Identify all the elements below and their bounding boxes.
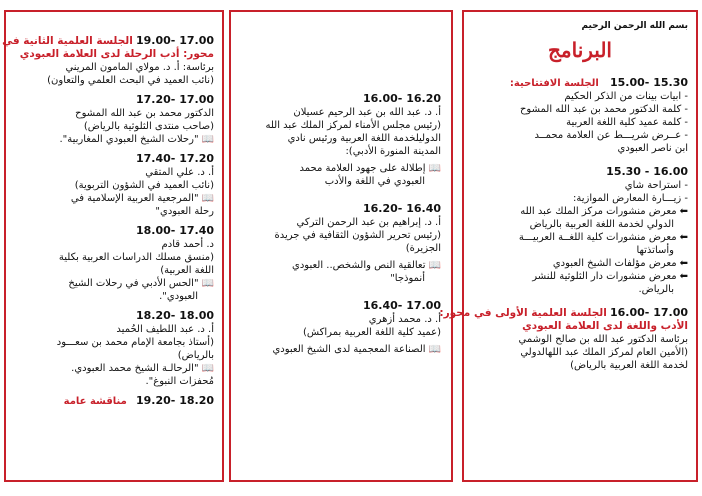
session-time: 17.00 -16.00 xyxy=(610,306,688,319)
list-item: (الأمين العام لمركز الملك عبد اللهالدولي xyxy=(520,347,688,358)
session-title: الجلسة الافتتاحية: xyxy=(509,78,599,89)
session-title-cont: محور: أدب الرحلة لدى العلامة العبودي xyxy=(19,48,214,60)
speaker-role: الدوليلخدمة اللغة العربية ورئيس نادي xyxy=(287,133,441,144)
speaker: أ. د. عبد اللطيف الحُميد xyxy=(116,324,214,335)
list-item: لخدمة اللغة العربية بالرياض) xyxy=(570,360,688,371)
list-item: - كلمة الدكتور محمد بن عبد الله المشوح xyxy=(519,104,688,115)
speaker-role: (رئيس مجلس الأمناء لمركز الملك عبد الله xyxy=(265,120,441,131)
speaker: أ. د. محمد أزهري xyxy=(368,314,441,325)
program-panel-left xyxy=(4,10,224,482)
paper-title-cont: العبودي". xyxy=(159,291,198,302)
talk-5 xyxy=(14,152,214,218)
speaker-role: اللغة العربية) xyxy=(160,265,214,276)
talk-4 xyxy=(14,93,214,146)
speaker: أ. د. عبد الله بن عبد الرحيم عسيلان xyxy=(293,107,441,118)
program-panel-middle xyxy=(229,10,453,482)
speaker-role: (منسق مسلك الدراسات العربية بكلية xyxy=(58,252,214,263)
talk-3 xyxy=(239,299,441,356)
session-time: 18.00 -18.20 xyxy=(136,309,214,322)
exhibit-item: ⬅معرض منشورات كلية اللغــة العربيـــة xyxy=(518,232,688,243)
talk-2 xyxy=(239,202,441,285)
speaker: أ. د. إبراهيم بن عبد الرحمن التركي xyxy=(296,217,441,228)
session-title: الجلسة العلمية الأولى في محور: xyxy=(439,307,607,319)
speaker-role: بالرياض) xyxy=(177,350,214,361)
session-time: 17.40 -18.00 xyxy=(136,224,214,237)
paper-title: 📖الصناعة المعجمية لدى الشيخ العبودي xyxy=(272,344,441,355)
session-time: 16.40 -16.20 xyxy=(363,202,441,215)
paper-title: 📖"الرحالـة الشيخ محمد العبودي. xyxy=(71,363,214,374)
chair-role: (نائب العميد في البحث العلمي والتعاون) xyxy=(47,75,214,86)
list-item: - استراحة شاي xyxy=(624,180,688,191)
speaker-role: (أستاذ بجامعة الإمام محمد بن سعـــود xyxy=(56,337,214,348)
arrow-icon: ⬅ xyxy=(679,258,688,269)
arrow-icon: ⬅ xyxy=(679,206,688,217)
speaker-role: (صاحب منتدى الثلوثية بالرياض) xyxy=(83,121,214,132)
speaker-role: (رئيس تحرير الشؤون الثقافية في جريدة xyxy=(274,230,441,241)
session-time: 17.00 -16.40 xyxy=(363,299,441,312)
paper-title-cont: رحلة العبودي" xyxy=(155,206,214,217)
speaker-role: المدينة المنورة الأدبي): xyxy=(345,146,441,157)
session-time: 16.20 -16.00 xyxy=(363,92,441,105)
book-icon: 📖 xyxy=(201,363,214,374)
discussion-label: مناقشة عامة xyxy=(63,396,127,407)
book-icon: 📖 xyxy=(428,260,441,271)
list-item: برئاسة الدكتور عبد الله بن صالح الوشمي xyxy=(518,334,688,345)
session-time: 15.30 -15.00 xyxy=(610,76,688,89)
book-icon: 📖 xyxy=(428,344,441,355)
session-title-cont: الأدب واللغة لدى العلامة العبودي xyxy=(522,320,688,332)
paper-title-cont: مُحفزات النبوغ". xyxy=(145,376,214,387)
paper-title-cont: أنموذجا" xyxy=(390,273,425,284)
paper-title: 📖إطلالة على جهود العلامة محمد xyxy=(299,163,441,174)
general-discussion xyxy=(14,394,214,408)
opening-session xyxy=(472,76,688,155)
session-time: 16.00 - 15.30 xyxy=(606,165,688,178)
speaker: الدكتور محمد بن عبد الله المشوح xyxy=(75,108,214,119)
speaker: أ. د. علي المتقي xyxy=(145,167,214,178)
first-scientific-session xyxy=(439,306,688,372)
program-title: البرنامج xyxy=(547,38,612,62)
second-scientific-session xyxy=(2,34,214,87)
exhibit-item-cont: بالرياض. xyxy=(638,284,674,295)
exhibit-item: ⬅معرض منشورات دار الثلوثية للنشر xyxy=(532,271,688,282)
session-title: الجلسة العلمية الثانية في xyxy=(2,35,133,47)
speaker: د. أحمد قادم xyxy=(161,239,214,250)
arrow-icon: ⬅ xyxy=(679,232,688,243)
basmala: بسم الله الرحمن الرحيم xyxy=(581,21,688,31)
paper-title-cont: العبودي في اللغة والأدب xyxy=(324,176,425,187)
list-item: - زيـــارة المعارض الموازية: xyxy=(573,193,688,204)
arrow-icon: ⬅ xyxy=(679,271,688,282)
book-icon: 📖 xyxy=(201,134,214,145)
speaker-role: (عميد كلية اللغة العربية بمراكش) xyxy=(302,327,441,338)
talk-6 xyxy=(14,224,214,303)
book-icon: 📖 xyxy=(201,193,214,204)
speaker-role: الجزيرة) xyxy=(405,243,441,254)
speaker-role: (نائب العميد في الشؤون التربوية) xyxy=(74,180,214,191)
chair: برئاسة: أ. د. مولاي المامون المريني xyxy=(65,62,214,73)
exhibit-item-cont: وأساتذتها xyxy=(636,245,674,256)
list-item: - عــرض شريـــط عن العلامة محمــد xyxy=(534,130,688,141)
book-icon: 📖 xyxy=(428,163,441,174)
session-time: 17.00 -19.00 xyxy=(136,34,214,47)
program-panel-right xyxy=(439,10,698,482)
list-item: - ابيات بينات من الذكر الحكيم xyxy=(564,91,688,102)
session-time: 18.20 -19.20 xyxy=(136,394,214,407)
session-time: 17.20 -17.40 xyxy=(136,152,214,165)
paper-title: 📖تعالقية النص والشخص.. العبودي xyxy=(292,260,441,271)
exhibit-item: ⬅معرض منشورات مركز الملك عبد الله xyxy=(520,206,688,217)
break-session xyxy=(472,165,688,296)
list-item: - كلمة عميد كلية اللغة العربية xyxy=(566,117,688,128)
session-time: 17.00 -17.20 xyxy=(136,93,214,106)
book-icon: 📖 xyxy=(201,278,214,289)
paper-title: 📖"رحلات الشيخ العبودي المغاربية". xyxy=(59,134,214,145)
list-item: ابن ناصر العبودي xyxy=(617,143,688,154)
exhibit-item: ⬅معرض مؤلفات الشيخ العبودي xyxy=(552,258,688,269)
paper-title: 📖"المرجعية العربية الإسلامية في xyxy=(70,193,214,204)
talk-7 xyxy=(14,309,214,388)
talk-1 xyxy=(239,92,441,188)
paper-title: 📖"الحس الأدبي في رحلات الشيخ xyxy=(68,278,214,289)
exhibit-item-cont: الدولي لخدمة اللغة العربية بالرياض xyxy=(529,219,674,230)
